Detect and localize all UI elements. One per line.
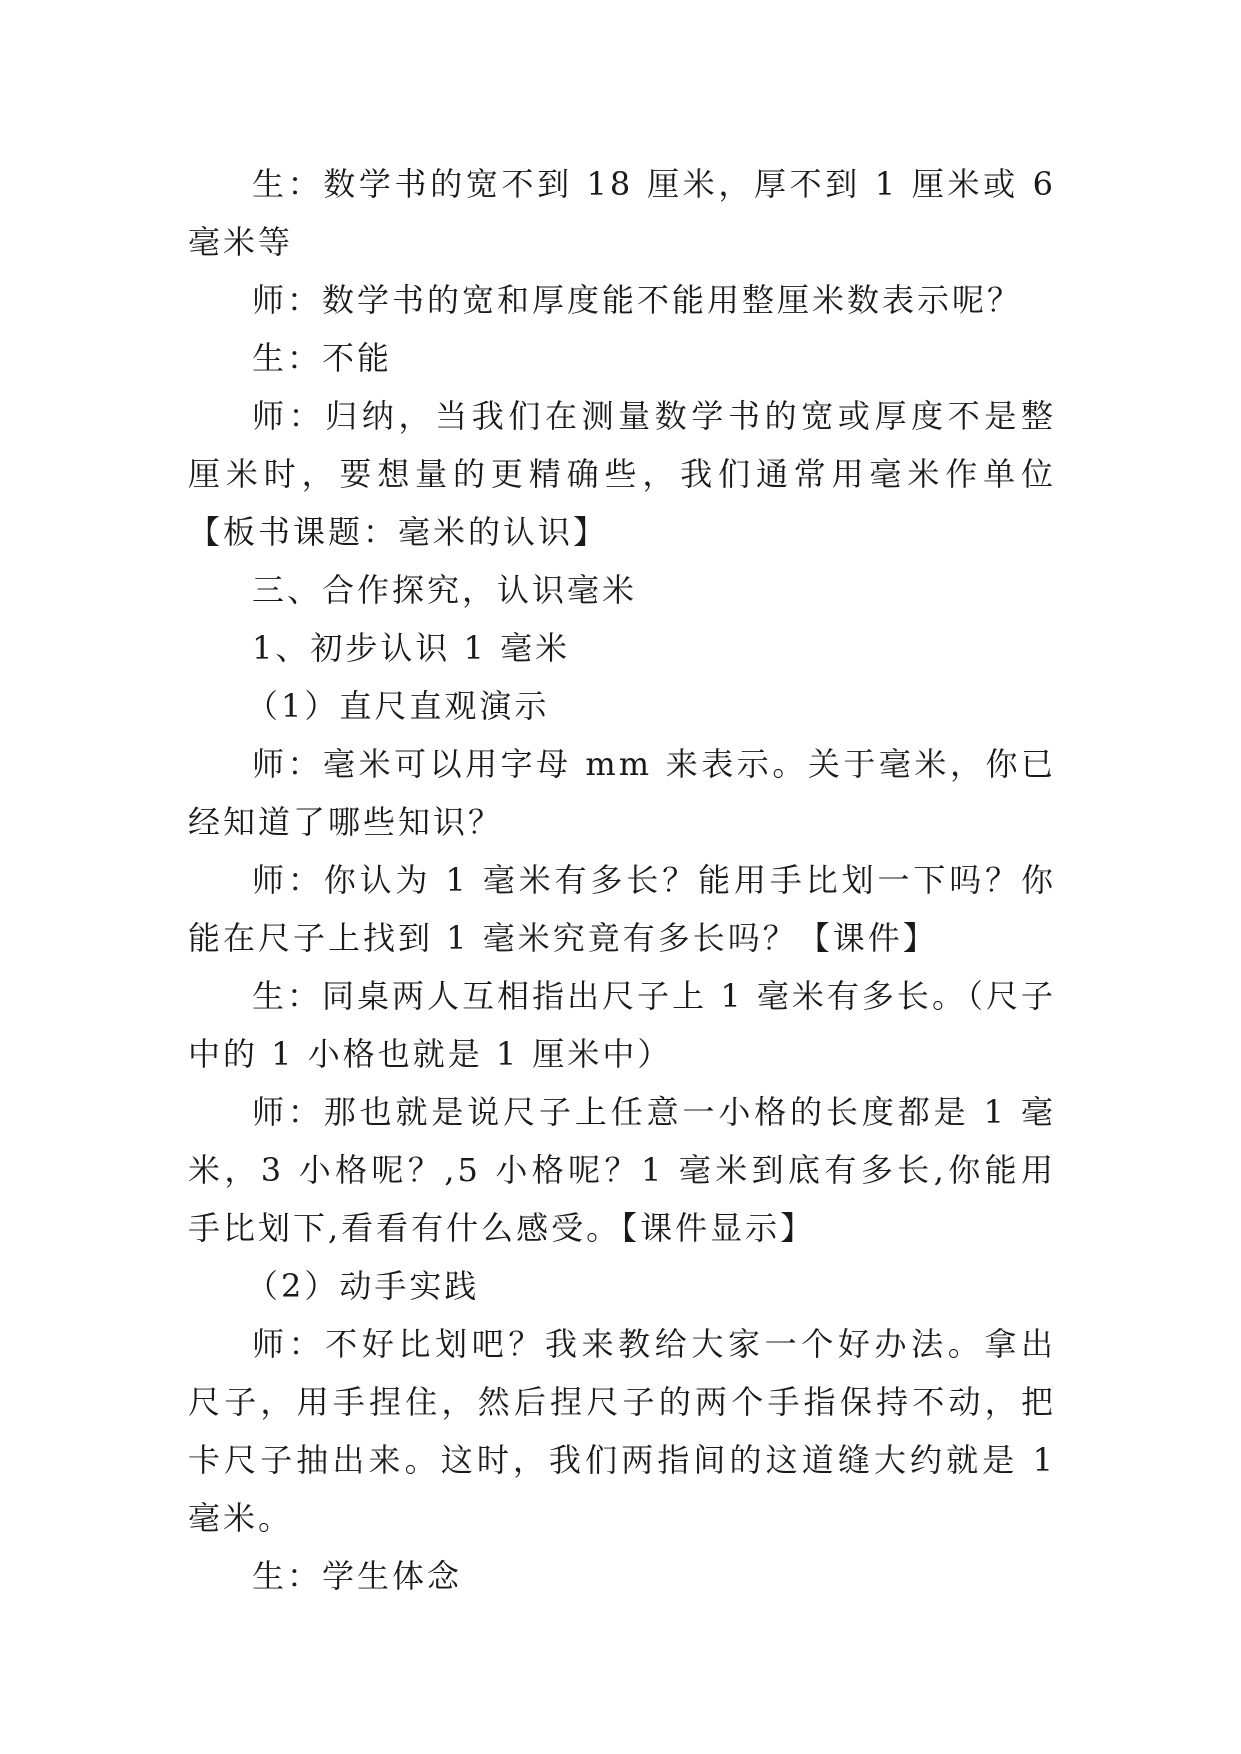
- step-heading-hands-on: （2）动手实践: [246, 1267, 480, 1305]
- paragraph-teacher-question: 师：数学书的宽和厚度能不能用整厘米数表示呢？: [252, 281, 1023, 319]
- paragraph-teacher-method: 师：不好比划吧？我来教给大家一个好办法。拿出尺子，用手捏住，然后捏尺子的两个手指保持不动，把卡尺子抽出来。这时，我们两指间的这道缝大约就是 1 毫米。: [188, 1325, 1056, 1537]
- paragraph-student-pairs: 生：同桌两人互相指出尺子上 1 毫米有多长。（尺子中的 1 小格也就是 1 厘米中）: [188, 977, 1056, 1073]
- paragraph-teacher-mm-symbol: 师：毫米可以用字母 mm 来表示。关于毫米，你已经知道了哪些知识？: [188, 745, 1056, 841]
- paragraph-teacher-how-long: 师：你认为 1 毫米有多长？能用手比划一下吗？你能在尺子上找到 1 毫米究竟有多长吗？【课件】: [188, 861, 1056, 957]
- paragraph-teacher-any-cell: 师：那也就是说尺子上任意一小格的长度都是 1 毫米，3 小格呢？,5 小格呢？1 毫米到底有多长,你能用手比划下,看看有什么感受。【课件显示】: [188, 1093, 1056, 1247]
- section-heading-explore: 三、合作探究，认识毫米: [252, 571, 638, 609]
- paragraph-teacher-summary: 师：归纳，当我们在测量数学书的宽或厚度不是整厘米时，要想量的更精确些，我们通常用毫米作单位【板书课题：毫米的认识】: [188, 397, 1056, 551]
- paragraph-student-experience: 生：学生体念: [252, 1557, 463, 1595]
- paragraph-student-answer-width: 生：数学书的宽不到 18 厘米，厚不到 1 厘米或 6 毫米等: [188, 165, 1056, 261]
- step-heading-ruler-demo: （1）直尺直观演示: [246, 687, 550, 725]
- subsection-heading-1mm: 1、初步认识 1 毫米: [252, 629, 571, 667]
- document-body: [188, 155, 1056, 1605]
- paragraph-student-no: 生：不能: [252, 339, 393, 377]
